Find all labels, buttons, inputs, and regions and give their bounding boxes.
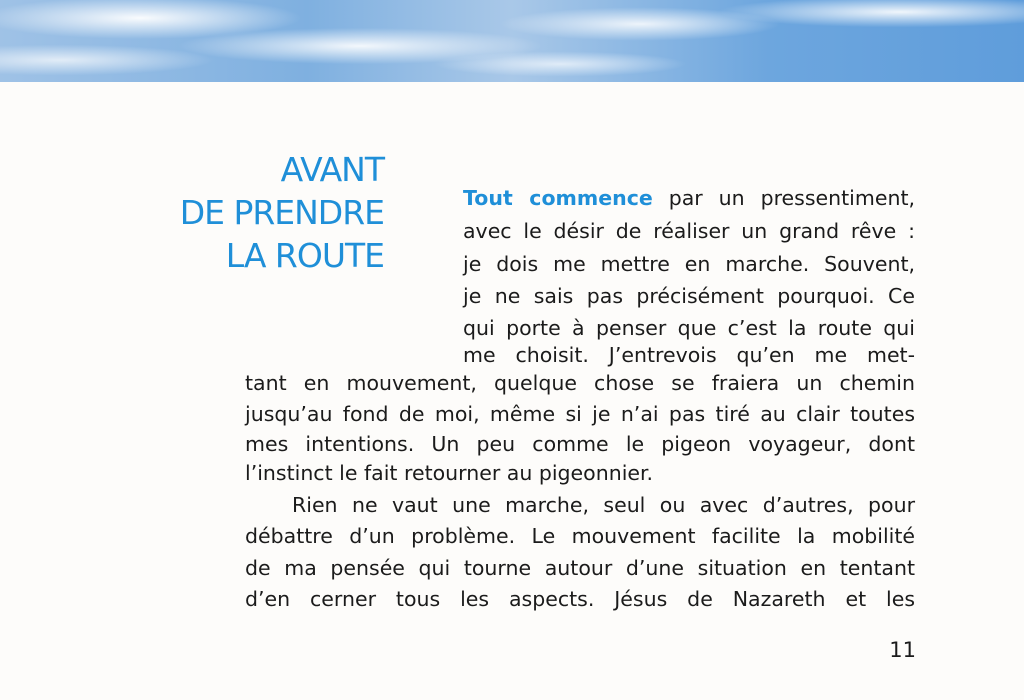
text-line: tant en mouvement, quelque chose se fraiera un chemin — [245, 371, 915, 395]
text-fragment: par un pressentiment, — [652, 186, 915, 210]
text-line: avec le désir de réaliser un grand rêve : — [463, 219, 915, 243]
text-line: qui porte à penser que c’est la route qui — [463, 316, 915, 340]
text-line: mes intentions. Un peu comme le pigeon voyageur, dont — [245, 432, 915, 456]
chapter-title-line: LA ROUTE — [225, 236, 384, 275]
text-line: d’en cerner tous les aspects. Jésus de Nazareth et les — [245, 587, 915, 611]
sky-banner-image — [0, 0, 1024, 82]
chapter-title-line: AVANT — [280, 150, 384, 189]
text-line: me choisit. J’entrevois qu’en me met- — [463, 343, 915, 367]
text-line: de ma pensée qui tourne autour d’une situation en tentant — [245, 556, 915, 580]
page-number: 11 — [889, 638, 916, 662]
text-line: je ne sais pas précisément pourquoi. Ce — [463, 284, 915, 308]
text-line: jusqu’au fond de moi, même si je n’ai pas tiré au clair toutes — [245, 402, 915, 426]
text-line: l’instinct le fait retourner au pigeonnier. — [245, 461, 654, 485]
chapter-title — [120, 148, 384, 277]
text-line: je dois me mettre en marche. Souvent, — [463, 252, 915, 276]
text-line: débattre d’un problème. Le mouvement facilite la mobilité — [245, 524, 915, 548]
lead-in-phrase: Tout commence — [463, 186, 653, 210]
text-line — [463, 186, 915, 210]
text-line: Rien ne vaut une marche, seul ou avec d’autres, pour — [292, 493, 915, 517]
chapter-title-line: DE PRENDRE — [179, 193, 384, 232]
